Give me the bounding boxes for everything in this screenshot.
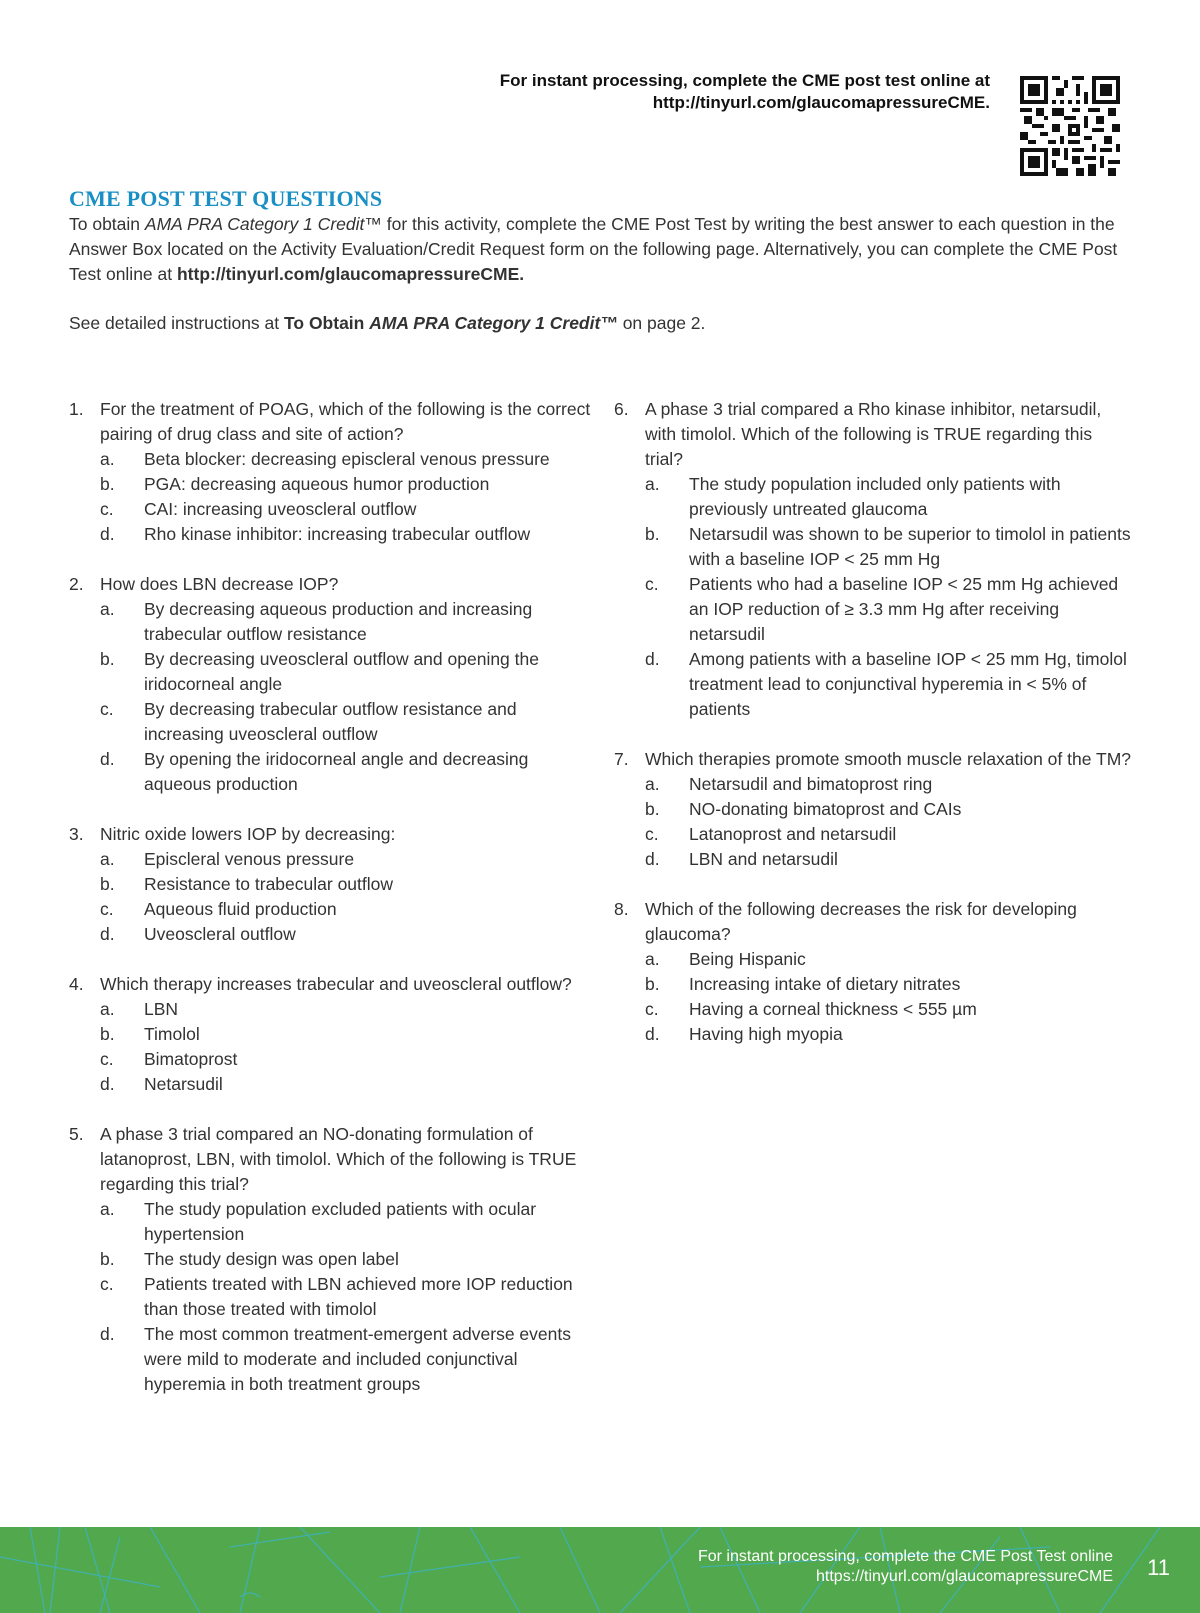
footer-url[interactable]: https://tinyurl.com/glaucomapressureCME bbox=[816, 1568, 1113, 1585]
answer-option bbox=[614, 772, 1134, 797]
option-text: Netarsudil and bimatoprost ring bbox=[689, 774, 933, 794]
answer-option bbox=[614, 797, 1134, 822]
option-text: Patients treated with LBN achieved more IOP reduction than those treated with timolol bbox=[144, 1274, 573, 1319]
answer-option bbox=[69, 1072, 599, 1097]
answer-option bbox=[69, 447, 599, 472]
option-text: Netarsudil bbox=[144, 1074, 223, 1094]
option-text: The most common treatment-emergent adverse events were mild to moderate and included conjunctival hyperemia in both treatment groups bbox=[144, 1324, 571, 1394]
option-letter: a. bbox=[645, 474, 660, 494]
option-letter: c. bbox=[645, 824, 659, 844]
footer-note bbox=[698, 1547, 1113, 1587]
option-text: Uveoscleral outflow bbox=[144, 924, 296, 944]
option-text: Having high myopia bbox=[689, 1024, 843, 1044]
option-letter: b. bbox=[645, 799, 660, 819]
answer-option bbox=[69, 697, 599, 747]
option-letter: a. bbox=[645, 949, 660, 969]
answer-option bbox=[614, 822, 1134, 847]
option-letter: b. bbox=[645, 524, 660, 544]
question-text: Nitric oxide lowers IOP by decreasing: bbox=[100, 824, 396, 844]
question-number: 3. bbox=[69, 824, 84, 844]
option-letter: c. bbox=[100, 499, 114, 519]
option-letter: d. bbox=[100, 924, 115, 944]
option-letter: d. bbox=[100, 1324, 115, 1344]
option-letter: b. bbox=[100, 474, 115, 494]
option-text: CAI: increasing uveoscleral outflow bbox=[144, 499, 417, 519]
answer-option bbox=[69, 1247, 599, 1272]
question-8 bbox=[614, 897, 1134, 1047]
option-letter: c. bbox=[100, 1049, 114, 1069]
question-stem bbox=[69, 1122, 599, 1197]
question-4 bbox=[69, 972, 599, 1097]
instant-processing-note bbox=[430, 70, 990, 114]
question-6 bbox=[614, 397, 1134, 722]
option-letter: d. bbox=[100, 749, 115, 769]
option-text: Beta blocker: decreasing episcleral venous pressure bbox=[144, 449, 550, 469]
option-letter: c. bbox=[100, 899, 114, 919]
option-text: PGA: decreasing aqueous humor production bbox=[144, 474, 490, 494]
option-letter: a. bbox=[100, 999, 115, 1019]
question-text: Which of the following decreases the risk for developing glaucoma? bbox=[645, 899, 1077, 944]
question-2 bbox=[69, 572, 599, 797]
option-text: Episcleral venous pressure bbox=[144, 849, 355, 869]
answer-option bbox=[614, 947, 1134, 972]
see-bold-italic: AMA PRA Category 1 Credit™ bbox=[369, 313, 618, 333]
question-number: 4. bbox=[69, 974, 84, 994]
option-text: By decreasing aqueous production and increasing trabecular outflow resistance bbox=[144, 599, 533, 644]
option-letter: a. bbox=[645, 774, 660, 794]
answer-option bbox=[69, 472, 599, 497]
question-text: For the treatment of POAG, which of the following is the correct pairing of drug class and site of action? bbox=[100, 399, 591, 444]
option-text: By opening the iridocorneal angle and decreasing aqueous production bbox=[144, 749, 529, 794]
answer-option bbox=[69, 1197, 599, 1247]
answer-option bbox=[69, 497, 599, 522]
option-text: LBN and netarsudil bbox=[689, 849, 838, 869]
option-letter: a. bbox=[100, 599, 115, 619]
option-letter: d. bbox=[100, 524, 115, 544]
option-text: NO-donating bimatoprost and CAIs bbox=[689, 799, 962, 819]
answer-option bbox=[614, 847, 1134, 872]
option-letter: b. bbox=[645, 974, 660, 994]
option-text: Having a corneal thickness < 555 µm bbox=[689, 999, 977, 1019]
question-text: A phase 3 trial compared an NO-donating formulation of latanoprost, LBN, with timolol. Which of the following is TRUE regarding this trial? bbox=[100, 1124, 577, 1194]
answer-option bbox=[69, 522, 599, 547]
answer-option bbox=[614, 572, 1134, 647]
answer-option bbox=[69, 1322, 599, 1397]
option-letter: b. bbox=[100, 874, 115, 894]
answer-option bbox=[69, 1272, 599, 1322]
option-letter: a. bbox=[100, 449, 115, 469]
answer-option bbox=[614, 1022, 1134, 1047]
answer-option bbox=[69, 1047, 599, 1072]
question-text: A phase 3 trial compared a Rho kinase inhibitor, netarsudil, with timolol. Which of the following is TRUE regarding this trial? bbox=[645, 399, 1102, 469]
question-3 bbox=[69, 822, 599, 947]
answer-option bbox=[69, 597, 599, 647]
answer-option bbox=[69, 997, 599, 1022]
question-number: 8. bbox=[614, 899, 629, 919]
section-title: CME POST TEST QUESTIONS bbox=[69, 186, 383, 211]
option-letter: a. bbox=[100, 849, 115, 869]
option-text: Rho kinase inhibitor: increasing trabecular outflow bbox=[144, 524, 531, 544]
answer-option bbox=[69, 647, 599, 697]
option-text: Timolol bbox=[144, 1024, 200, 1044]
intro-text-2: ™ for this activity, complete the CME Post Test by writing the best answer to each question in the Answer Box located on the Activity Evaluation/Credit Request form on the following page. Alternatively, you can complete the CME Post Test online at bbox=[69, 214, 1118, 284]
instant-processing-line-1: For instant processing, complete the CME post test online at bbox=[499, 71, 990, 90]
questions-left-column bbox=[69, 397, 599, 1422]
option-text: LBN bbox=[144, 999, 179, 1019]
page-number: 11 bbox=[1147, 1555, 1170, 1580]
option-letter: a. bbox=[100, 1199, 115, 1219]
option-text: Patients who had a baseline IOP < 25 mm Hg achieved an IOP reduction of ≥ 3.3 mm Hg after receiving netarsudil bbox=[689, 574, 1119, 644]
option-text: Aqueous fluid production bbox=[144, 899, 337, 919]
option-letter: d. bbox=[645, 1024, 660, 1044]
answer-option bbox=[69, 897, 599, 922]
option-letter: b. bbox=[100, 1024, 115, 1044]
answer-option bbox=[614, 472, 1134, 522]
see-text-1: See detailed instructions at bbox=[69, 313, 284, 333]
question-number: 7. bbox=[614, 749, 629, 769]
answer-option bbox=[69, 847, 599, 872]
option-letter: d. bbox=[100, 1074, 115, 1094]
option-text: Resistance to trabecular outflow bbox=[144, 874, 394, 894]
option-text: The study population excluded patients with ocular hypertension bbox=[144, 1199, 537, 1244]
question-number: 1. bbox=[69, 399, 84, 419]
option-text: By decreasing uveoscleral outflow and opening the iridocorneal angle bbox=[144, 649, 539, 694]
option-letter: b. bbox=[100, 1249, 115, 1269]
question-1 bbox=[69, 397, 599, 547]
see-instructions bbox=[69, 311, 705, 336]
option-text: Latanoprost and netarsudil bbox=[689, 824, 897, 844]
footer-line-1: For instant processing, complete the CME Post Test online bbox=[697, 1548, 1113, 1565]
question-5 bbox=[69, 1122, 599, 1397]
intro-text-1: To obtain bbox=[69, 214, 145, 234]
option-text: Increasing intake of dietary nitrates bbox=[689, 974, 961, 994]
question-number: 6. bbox=[614, 399, 629, 419]
answer-option bbox=[614, 997, 1134, 1022]
option-letter: c. bbox=[645, 999, 659, 1019]
option-text: Being Hispanic bbox=[689, 949, 806, 969]
intro-url[interactable]: http://tinyurl.com/glaucomapressureCME. bbox=[176, 264, 525, 284]
question-7 bbox=[614, 747, 1134, 872]
answer-option bbox=[69, 922, 599, 947]
see-text-2: on page 2. bbox=[617, 313, 706, 333]
answer-option bbox=[69, 872, 599, 897]
option-letter: c. bbox=[100, 1274, 114, 1294]
option-text: The study population included only patients with previously untreated glaucoma bbox=[689, 474, 1061, 519]
qr-code-icon[interactable] bbox=[1020, 76, 1120, 176]
footer-band bbox=[0, 1527, 1200, 1613]
question-stem bbox=[69, 397, 599, 447]
question-stem bbox=[614, 747, 1134, 772]
question-stem bbox=[614, 897, 1134, 947]
questions-right-column bbox=[614, 397, 1134, 1072]
answer-option bbox=[614, 972, 1134, 997]
see-bold: To Obtain bbox=[284, 313, 370, 333]
option-text: By decreasing trabecular outflow resistance and increasing uveoscleral outflow bbox=[144, 699, 517, 744]
question-text: Which therapies promote smooth muscle relaxation of the TM? bbox=[645, 749, 1132, 769]
question-stem bbox=[69, 972, 599, 997]
answer-option bbox=[69, 747, 599, 797]
option-text: Bimatoprost bbox=[144, 1049, 238, 1069]
intro-credit-italic: AMA PRA Category 1 Credit bbox=[144, 214, 365, 234]
instant-processing-url[interactable]: http://tinyurl.com/glaucomapressureCME. bbox=[652, 93, 990, 112]
intro-paragraph bbox=[69, 212, 1144, 287]
answer-option bbox=[614, 522, 1134, 572]
option-letter: c. bbox=[100, 699, 114, 719]
option-letter: c. bbox=[645, 574, 659, 594]
question-number: 5. bbox=[69, 1124, 84, 1144]
option-text: The study design was open label bbox=[144, 1249, 399, 1269]
option-text: Netarsudil was shown to be superior to timolol in patients with a baseline IOP < 25 mm Hg bbox=[689, 524, 1131, 569]
question-stem bbox=[69, 822, 599, 847]
question-text: How does LBN decrease IOP? bbox=[100, 574, 339, 594]
question-stem bbox=[614, 397, 1134, 472]
option-text: Among patients with a baseline IOP < 25 mm Hg, timolol treatment lead to conjunctival hyperemia in < 5% of patients bbox=[689, 649, 1127, 719]
question-stem bbox=[69, 572, 599, 597]
option-letter: b. bbox=[100, 649, 115, 669]
question-number: 2. bbox=[69, 574, 84, 594]
answer-option bbox=[69, 1022, 599, 1047]
answer-option bbox=[614, 647, 1134, 722]
option-letter: d. bbox=[645, 649, 660, 669]
question-text: Which therapy increases trabecular and uveoscleral outflow? bbox=[100, 974, 572, 994]
option-letter: d. bbox=[645, 849, 660, 869]
